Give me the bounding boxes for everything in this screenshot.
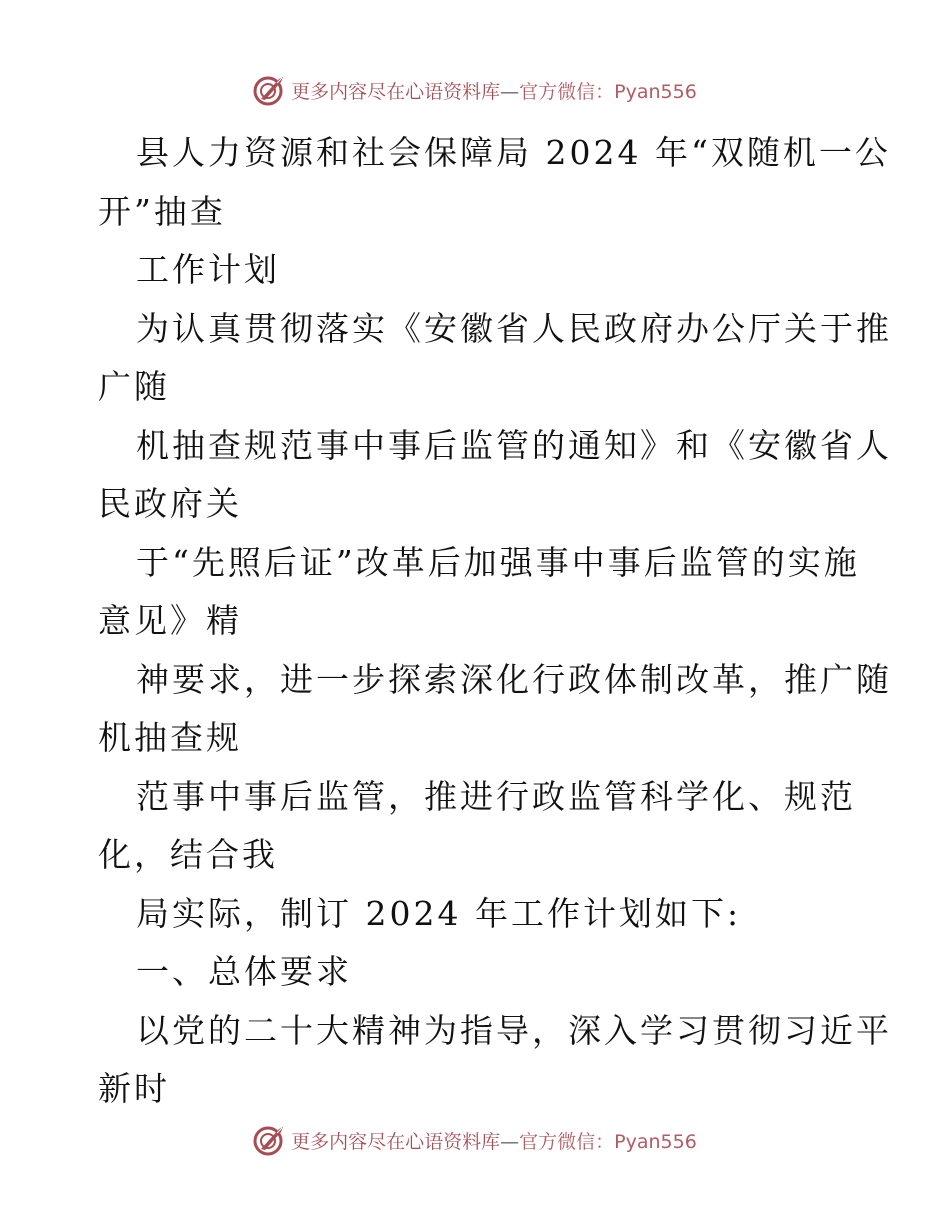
document-line: 机抽查规 <box>98 718 242 757</box>
document-line: 工作计划 <box>136 250 280 289</box>
footer-watermark-banner <box>0 1120 950 1160</box>
document-line: 于“先照后证”改革后加强事中事后监管的实施 <box>136 542 860 582</box>
document-line: 县人力资源和社会保障局 2024 年“双随机一公 <box>136 133 891 172</box>
document-body <box>98 124 892 1119</box>
watermark-text: 更多内容尽在心语资料库—官方微信：Pyan556 <box>291 80 697 103</box>
quill-pen-logo-icon <box>253 73 287 107</box>
document-line: 一、总体要求 <box>136 952 352 991</box>
document-line: 局实际，制订 2024 年工作计划如下: <box>136 893 742 933</box>
document-line: 意见》精 <box>98 601 242 640</box>
document-line: 神要求，进一步探索深化行政体制改革，推广随 <box>136 659 892 699</box>
document-line: 机抽查规范事中事后监管的通知》和《安徽省人 <box>136 425 892 465</box>
document-line: 开”抽查 <box>98 191 226 231</box>
document-line: 范事中事后监管，推进行政监管科学化、规范 <box>136 776 856 816</box>
document-line: 广随 <box>98 367 170 406</box>
document-line: 民政府关 <box>98 484 242 523</box>
watermark-text: 更多内容尽在心语资料库—官方微信：Pyan556 <box>291 1130 697 1153</box>
quill-pen-logo-icon <box>253 1123 287 1157</box>
document-line: 以党的二十大精神为指导，深入学习贯彻习近平 <box>136 1010 892 1050</box>
document-line: 为认真贯彻落实《安徽省人民政府办公厅关于推 <box>136 308 892 348</box>
header-watermark-banner <box>0 70 950 110</box>
document-line: 化，结合我 <box>98 835 278 874</box>
document-line: 新时 <box>98 1069 170 1108</box>
